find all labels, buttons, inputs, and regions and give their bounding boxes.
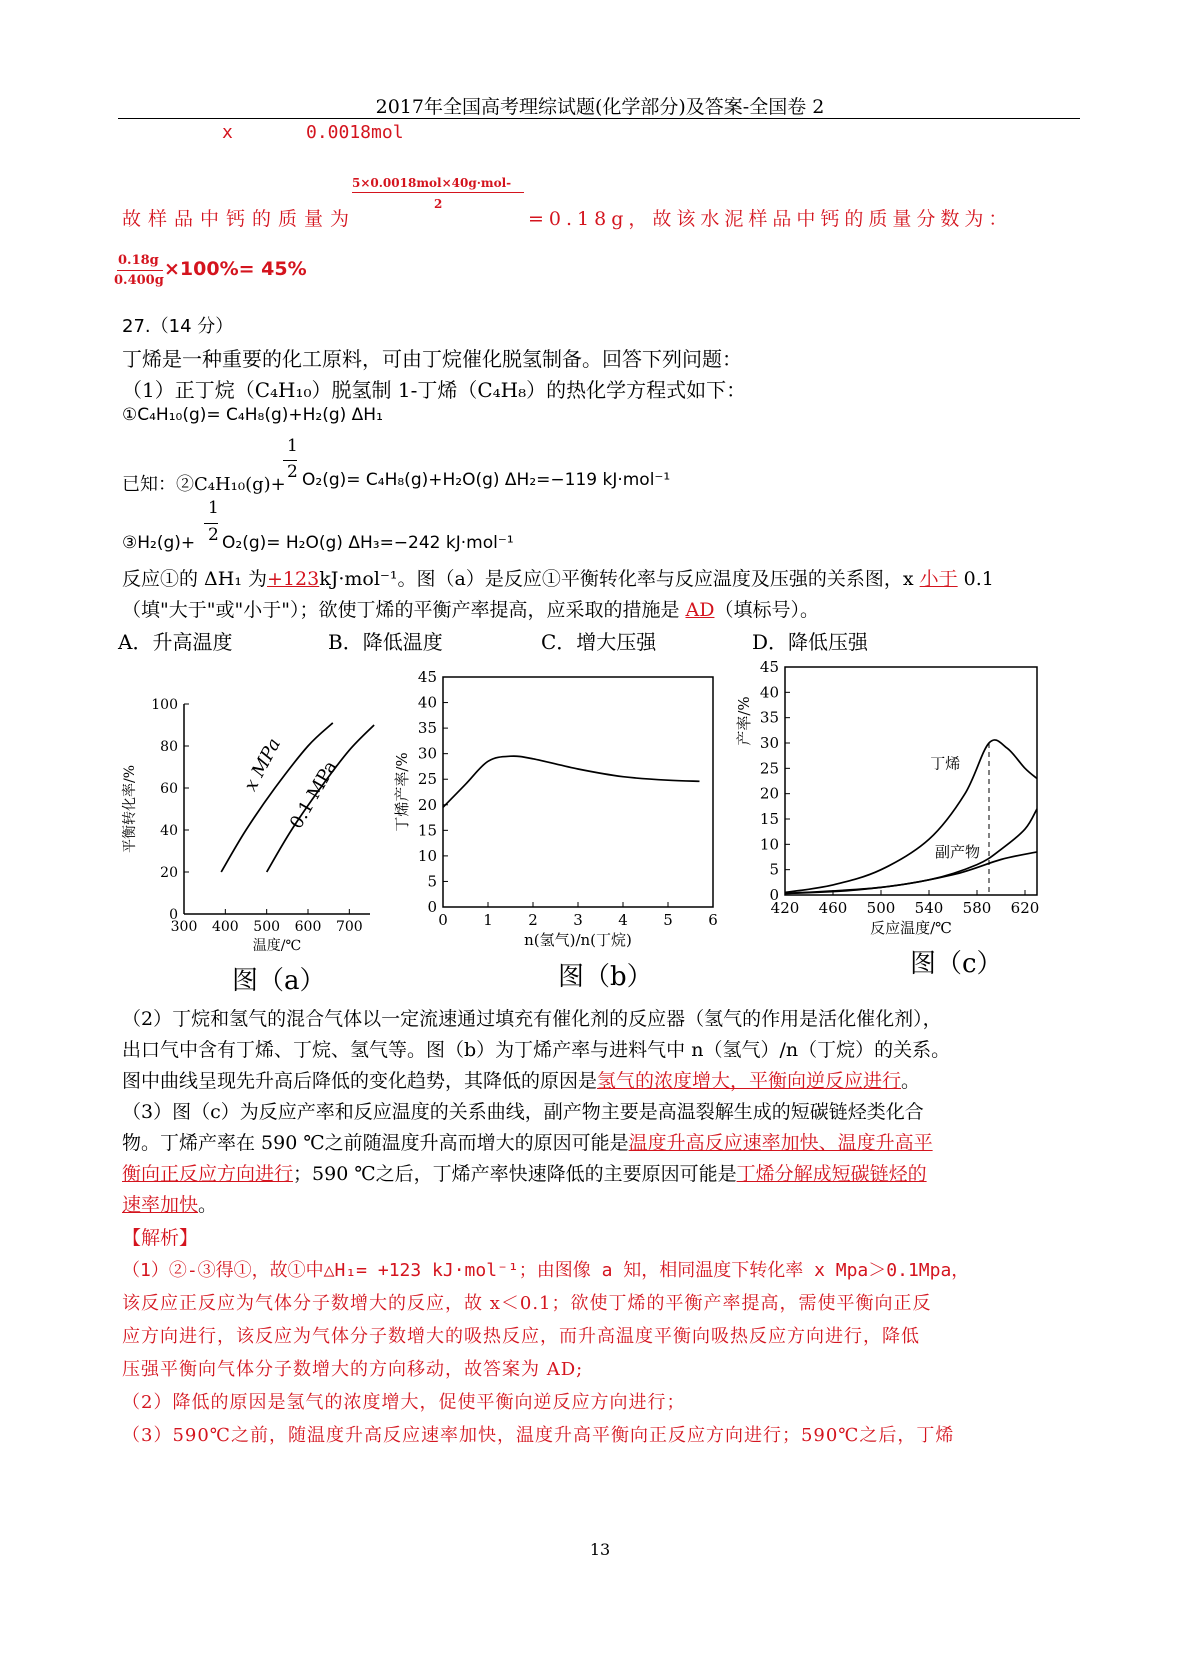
series-line-1	[785, 740, 1037, 893]
series-label-2: 副产物	[935, 843, 981, 861]
option-b: B．降低温度	[328, 630, 443, 654]
answer-measures: AD	[685, 599, 715, 621]
y-tick-label: 10	[417, 846, 437, 865]
y-tick-label: 0	[427, 898, 437, 916]
x-tick-label: 6	[708, 911, 718, 929]
page-number: 13	[589, 1540, 611, 1559]
x-axis-title: 反应温度/℃	[870, 919, 952, 937]
page-header: 2017年全国高考理综试题(化学部分)及答案-全国卷 2	[375, 96, 825, 118]
equation-2-post: O₂(g)= C₄H₈(g)+H₂O(g) ΔH₂=−119 kJ·mol⁻¹	[302, 470, 671, 490]
p2-text-c: 图中曲线呈现先升高后降低的变化趋势，其降低的原因是	[122, 1070, 598, 1092]
fraction-numerator: 5×0.0018mol×40g·mol-	[352, 176, 512, 190]
y-tick-label: 5	[427, 872, 437, 891]
half-num-2: 1	[208, 498, 219, 518]
x-tick-label: 500	[253, 919, 281, 935]
plot-frame	[443, 677, 713, 907]
calc-sentence-a: 故样品中钙的质量为	[122, 208, 357, 230]
half-bar-2	[204, 523, 218, 524]
analysis-heading: 【解析】	[122, 1227, 199, 1249]
x-tick-label: 400	[211, 919, 239, 935]
option-c: C．增大压强	[541, 630, 657, 654]
equation-2-pre: 已知：②C₄H₁₀(g)+	[122, 474, 286, 495]
option-d: D．降低压强	[752, 630, 869, 654]
figure-a-caption: 图（a）	[232, 966, 326, 996]
analysis-line4: 压强平衡向气体分子数增大的方向移动，故答案为 AD;	[122, 1359, 584, 1380]
figure-b-caption: 图（b）	[558, 962, 653, 992]
part1-question-line2	[122, 595, 819, 622]
part1-question-line	[122, 564, 994, 591]
pct-bar	[117, 270, 163, 271]
question-intro: 丁烯是一种重要的化工原料，可由丁烷催化脱氢制备。回答下列问题：	[122, 347, 742, 371]
analysis-line5: （2）降低的原因是氢气的浓度增大，促使平衡向逆反应方向进行；	[122, 1392, 686, 1413]
x-tick-label: 600	[294, 919, 322, 935]
y-tick-label: 0	[169, 907, 178, 923]
q1-text-c: 0.1	[957, 568, 994, 590]
y-tick-label: 45	[759, 658, 779, 676]
x-tick-label: 2	[528, 911, 538, 929]
answer-decrease-reason: 氢气的浓度增大，平衡向逆反应进行	[597, 1070, 902, 1092]
figure-b-chart	[395, 665, 735, 955]
part3-line1: （3）图（c）为反应产率和反应温度的关系曲线，副产物主要是高温裂解生成的短碳链烃类化合	[122, 1101, 924, 1123]
equation-1: ①C₄H₁₀(g)= C₄H₈(g)+H₂(g) ΔH₁	[122, 405, 383, 425]
y-axis-title: 丁烯产率/%	[393, 752, 411, 832]
pct-denominator: 0.400g	[114, 273, 164, 288]
p2-text-d: 。	[901, 1070, 921, 1092]
y-tick-label: 15	[417, 821, 437, 840]
figure-c-caption: 图（c）	[910, 949, 1003, 979]
x-axis-title: n(氢气)/n(丁烷)	[524, 931, 632, 949]
y-tick-label: 20	[160, 865, 178, 881]
pct-numerator: 0.18g	[118, 253, 159, 268]
y-tick-label: 0	[769, 886, 779, 904]
fraction-denominator: 2	[434, 197, 443, 211]
q1-text-a: 反应①的 ΔH₁ 为	[122, 568, 267, 590]
y-tick-label: 15	[759, 810, 779, 828]
y-axis-title: 产率/%	[735, 696, 753, 746]
x-tick-label: 700	[335, 919, 363, 935]
part2-line2: 出口气中含有丁烯、丁烷、氢气等。图（b）为丁烯产率与进料气中 n（氢气）/n（丁烷）的关系。	[122, 1039, 951, 1061]
answer-increase-reason-cont: 衡向正反应方向进行	[122, 1163, 294, 1185]
figure-c-chart	[737, 655, 1057, 955]
series-label-1: 丁烯	[930, 754, 961, 773]
x-tick-label: 4	[618, 911, 628, 929]
q1-text-e: （填标号）。	[714, 599, 819, 621]
p3-text-c: ；590 ℃之后，丁烯产率快速降低的主要原因可能是	[293, 1163, 737, 1185]
x-tick-label: 0	[438, 911, 448, 929]
x-tick-label: 3	[573, 911, 583, 929]
answer-dh1: +123	[267, 568, 320, 590]
answer-increase-reason: 温度升高反应速率加快、温度升高平	[628, 1132, 933, 1154]
answer-decline-reason: 丁烯分解成短碳链烃的	[736, 1163, 927, 1185]
option-a: A．升高温度	[118, 630, 233, 654]
part3-line2	[122, 1128, 933, 1155]
series-line-1	[443, 756, 700, 807]
y-tick-label: 5	[769, 860, 779, 879]
x-axis-title: 温度/℃	[252, 938, 302, 954]
y-tick-label: 40	[160, 823, 178, 839]
fraction-bar	[352, 192, 524, 193]
p3-text-b: 物。丁烯产率在 590 ℃之前随温度升高而增大的原因可能是	[122, 1132, 629, 1154]
calc-sentence-b: =0.18g，故该水泥样品中钙的质量分数为：	[528, 208, 1013, 230]
x-tick-label: 500	[866, 899, 896, 917]
question-title: 27.（14 分）	[122, 316, 234, 337]
y-tick-label: 30	[417, 744, 437, 763]
y-tick-label: 20	[759, 784, 779, 803]
y-tick-label: 80	[160, 739, 178, 755]
y-tick-label: 20	[417, 795, 437, 814]
y-tick-label: 25	[759, 759, 779, 778]
analysis-line2: 该反应正反应为气体分子数增大的反应，故 x＜0.1；欲使丁烯的平衡产率提高，需使平衡向正反	[122, 1293, 932, 1314]
half-den-1: 2	[287, 462, 298, 482]
equation-3-post: O₂(g)= H₂O(g) ΔH₃=−242 kJ·mol⁻¹	[222, 533, 514, 553]
analysis-line1: （1）②-③得①，故①中△H₁= +123 kJ·mol⁻¹；由图像 a 知，相同温度下转化率 x Mpa＞0.1Mpa，	[122, 1260, 970, 1281]
y-tick-label: 60	[160, 781, 178, 797]
x-tick-label: 420	[770, 899, 800, 917]
header-rule	[118, 118, 1080, 119]
x-tick-label: 620	[1010, 899, 1040, 917]
part1-intro: （1）正丁烷（C₄H₁₀）脱氢制 1-丁烯（C₄H₈）的热化学方程式如下：	[122, 378, 747, 402]
x-tick-label: 300	[170, 919, 198, 935]
analysis-line6: （3）590℃之前，随温度升高反应速率加快，温度升高平衡向正反应方向进行；590℃之后，丁烯	[122, 1425, 955, 1446]
answer-x: 小于	[919, 568, 958, 590]
y-tick-label: 25	[417, 770, 437, 789]
x-tick-label: 460	[818, 899, 848, 917]
y-tick-label: 10	[759, 835, 779, 854]
part2-line1: （2）丁烷和氢气的混合气体以一定流速通过填充有催化剂的反应器（氢气的作用是活化催化剂），	[122, 1008, 942, 1030]
pct-result: ×100%= 45%	[164, 258, 307, 280]
part3-line4	[122, 1190, 217, 1217]
x-tick-label: 5	[663, 911, 673, 929]
x-value: 0.0018mol	[306, 122, 404, 143]
series-line-2	[785, 809, 1037, 894]
x-tick-label: 540	[914, 899, 944, 917]
part3-line3	[122, 1159, 927, 1186]
p3-text-d: 。	[198, 1194, 218, 1216]
half-num-1: 1	[287, 436, 298, 456]
series-label-2: 0.1 MPa	[285, 757, 342, 833]
y-tick-label: 30	[759, 734, 779, 752]
figure-a-chart	[118, 668, 388, 958]
y-tick-label: 40	[417, 693, 437, 712]
equation-3-pre: ③H₂(g)+	[122, 533, 196, 553]
q1-text-b: kJ·mol⁻¹。图（a）是反应①平衡转化率与反应温度及压强的关系图，x	[319, 568, 920, 590]
part2-line3	[122, 1066, 920, 1093]
x-label: x	[222, 122, 233, 143]
y-tick-label: 35	[759, 708, 779, 727]
y-tick-label: 35	[417, 719, 437, 738]
y-tick-label: 40	[759, 683, 779, 702]
answer-decline-reason-cont: 速率加快	[122, 1194, 199, 1216]
analysis-line3: 应方向进行，该反应为气体分子数增大的吸热反应，而升高温度平衡向吸热反应方向进行，降低	[122, 1326, 920, 1347]
x-tick-label: 1	[483, 911, 493, 929]
half-den-2: 2	[208, 525, 219, 545]
series-label-1: x MPa	[240, 734, 286, 795]
x-tick-label: 580	[962, 899, 992, 917]
q1-text-d: （填"大于"或"小于"）；欲使丁烯的平衡产率提高，应采取的措施是	[122, 599, 686, 621]
y-axis-title: 平衡转化率/%	[122, 764, 138, 854]
y-tick-label: 100	[151, 697, 178, 713]
half-bar-1	[283, 460, 297, 461]
y-tick-label: 45	[417, 668, 437, 686]
